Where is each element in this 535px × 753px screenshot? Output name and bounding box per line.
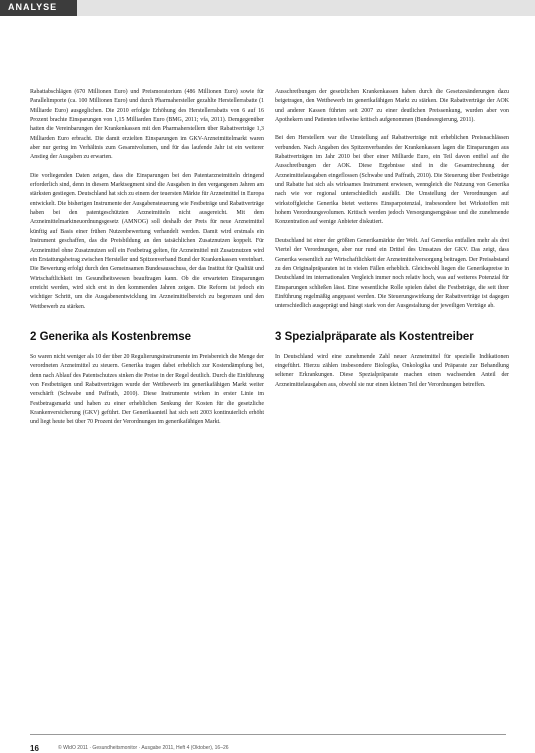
- body-paragraph: Bei den Herstellern war die Umstellung auf Rabattverträge mit erheblichen Preisnachlässen verbunden. Nach Angaben des Spitzenverbandes der Krankenkassen lagen die Einsparungen aus Rabattverträgen im Jahr 2010 bei über einer Milliarde Euro, ein Teil davon entfiel auf die Ausschreibungen der AOK. Diese Ergebnisse sind in die Gesamtrechnung der Arzneimittelausgaben eingeflossen (Schwabe und Paffrath, 2010). Die Steuerung über Festbeträge und Rabatte hat sich als wirksames Instrument erwiesen, wenngleich die Nutzung von Generika nach wie vor regional unterschiedlich ausfällt. Die Umstellung der Verordnungen auf wirkstoffgleiche Generika bietet weiteres Einsparpotenzial, insbesondere bei Wirkstoffen mit hohem Verordnungsvolumen. Kritisch werden jedoch Versorgungsengpässe und die zunehmende Konzentration auf wenige Anbieter diskutiert.: [275, 135, 509, 226]
- footer-citation: © WIdO 2011 · Gesundheitsmonitor · Ausgabe 2011, Heft 4 (Oktober), 16–26: [58, 745, 229, 751]
- body-paragraph: Ausschreibungen der gesetzlichen Krankenkassen haben durch die Gesetzesänderungen dazu beigetragen, den Wettbewerb im generikafähigen Markt zu stärken. Die Rabattverträge der AOK und anderer Kassen führten seit 2007 zu einer deutlichen Preissenkung, wurden aber von Apothekern und Patienten teilweise kritisch aufgenommen (Bundesregierung, 2011).: [275, 89, 509, 124]
- section-heading: 3 Spezialpräparate als Kostentreiber: [275, 330, 474, 343]
- left-column: [30, 88, 264, 428]
- body-paragraph: In Deutschland wird eine zunehmende Zahl neuer Arzneimittel für spezielle Indikationen eingeführt. Hierzu zählen insbesondere Biologika, Onkologika und Präparate zur Behandlung seltener Erkrankungen. Diese Spezialpräparate machen einen wachsenden Anteil der Arzneimittelausgaben aus, obwohl sie nur einen kleinen Teil der Verordnungen betreffen.: [275, 353, 509, 388]
- body-paragraph: Rabattabschlägen (670 Millionen Euro) und Preismoratorium (486 Millionen Euro) sowie für Parallelimporte (ca. 100 Millionen Euro) und durch Pharmahersteller gezahlte Herstellerrabatte (1 Milliarde Euro) ausgeglichen. Die 2010 erfolgte Erhöhung des Herstellerrabatts von 6 auf 16 Prozent brachte Einsparungen von 1,15 Milliarden Euro (BMG, 2011; vfa, 2011). Demgegenüber hatten die Vereinbarungen der Krankenkassen mit den Pharmaherstellern über Rabattverträge 1,3 Milliarden Euro erbracht. Die damit erzielten Einsparungen im GKV-Arzneimittelmarkt waren aber nur gering im Verhältnis zum Gesamtvolumen, und für das laufende Jahr ist ein weiterer Anstieg der Ausgaben zu erwarten.: [30, 89, 264, 161]
- section-label: ANALYSE: [8, 2, 58, 12]
- footer-rule: [30, 734, 506, 735]
- body-paragraph: Die vorliegenden Daten zeigen, dass die Einsparungen bei den Patentarzneimitteln dringend erforderlich sind, denn in diesem Marktsegment sind die Ausgaben in den vergangenen Jahren am stärksten gestiegen. Deutschland hat sich zu einem der teuersten Märkte für Arzneimittel in Europa entwickelt. Die bisherigen Instrumente der Ausgabensteuerung wie Festbeträge und Rabattverträge haben bei den patentgeschützten Arzneimitteln nicht ausgereicht. Mit dem Arzneimittelmarktneuordnungsgesetz (AMNOG) soll deshalb der Preis für neue Arzneimittel künftig auf Basis einer frühen Nutzenbewertung verhandelt werden. Damit wird erstmals ein Instrument geschaffen, das die Preisbildung an den tatsächlichen Zusatznutzen koppelt. Für Arzneimittel ohne Zusatznutzen soll ein Festbetrag gelten, für Arzneimittel mit Zusatznutzen wird ein Erstattungsbetrag zwischen Hersteller und Spitzenverband Bund der Krankenkassen vereinbart. Die Bewertung erfolgt durch den Gemeinsamen Bundesausschuss, der das Institut für Qualität und Wirtschaftlichkeit im Gesundheitswesen beauftragen kann. Ob die erwarteten Einsparungen erreicht werden, wird sich erst in den kommenden Jahren zeigen. Die Reform ist jedoch ein wichtiger Schritt, um die Ausgabenentwicklung im Arzneimittelbereich zu begrenzen und den Wettbewerb zu stärken.: [30, 172, 264, 310]
- section-tab: [0, 0, 77, 16]
- right-column: [275, 88, 509, 390]
- page-number: 16: [30, 744, 39, 753]
- body-paragraph: So waren nicht weniger als 10 der über 20 Regulierungsinstrumente im Preisbereich die Menge der verordneten Arzneimittel zu steuern. Generika tragen dabei erheblich zur Kostendämpfung bei, denn nach Ablauf des Patentschutzes sinken die Preise in der Regel deutlich. Durch die Einführung von Festbeträgen und Rabattverträgen wurde der Wettbewerb im generikafähigen Markt weiter verschärft (Schwabe und Paffrath, 2010). Diese Instrumente wirken in erster Linie im Festbetragsmarkt und haben zu einer erheblichen Senkung der Kosten für die gesetzliche Krankenversicherung (GKV) geführt. Der Generikaanteil hat sich seit 2003 kontinuierlich erhöht und liegt heute bei über 70 Prozent der Verordnungen im generikafähigen Markt.: [30, 353, 264, 426]
- section-heading: 2 Generika als Kostenbremse: [30, 330, 192, 343]
- header-band: [0, 0, 535, 16]
- body-paragraph: Deutschland ist einer der größten Generikamärkte der Welt. Auf Generika entfallen mehr als drei Viertel der Verordnungen, aber nur rund ein Drittel des Umsatzes der GKV. Das zeigt, dass Generika wesentlich zur Wirtschaftlichkeit der Arzneimittelversorgung beitragen. Der Preisabstand zu den Originalpräparaten ist in vielen Fällen erheblich. Gleichwohl liegen die Generikapreise in Deutschland im internationalen Vergleich immer noch relativ hoch, was auf weiteres Potenzial für Einsparungen schließen lässt. Eine wesentliche Rolle spielen dabei die Festbeträge, die seit ihrer Einführung regelmäßig angepasst werden. Die Steuerungswirkung der Rabattverträge ist dagegen unterschiedlich ausgeprägt und hängt stark von der Ausgestaltung der jeweiligen Verträge ab.: [275, 237, 509, 310]
